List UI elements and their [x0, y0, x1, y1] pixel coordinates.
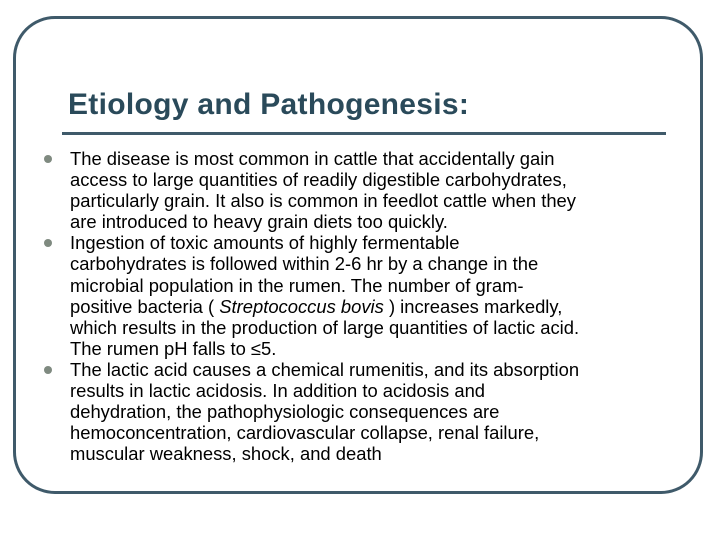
bullet-2-line-4-after: ) increases markedly, — [383, 295, 563, 317]
bullet-2-line-4-before: positive bacteria ( — [70, 295, 220, 317]
species-name: Streptococcus bovis — [219, 295, 384, 317]
bullet-2-line-5: which results in the production of large quantities of lactic acid. — [70, 316, 580, 338]
bullet-2-line-2: carbohydrates is followed within 2-6 hr by a change in the — [70, 253, 539, 275]
bullet-2-line-6: The rumen pH falls to ≤5. — [70, 337, 277, 359]
bullet-item-1 — [44, 148, 684, 232]
bullet-2-line-4 — [70, 296, 684, 317]
bullet-item-2 — [44, 232, 684, 359]
bullet-3-line-4: hemoconcentration, cardiovascular collapse, renal failure, — [70, 422, 540, 444]
bullet-3-line-2: results in lactic acidosis. In addition to acidosis and — [70, 380, 486, 402]
bullet-1-line-3: particularly grain. It also is common in feedlot cattle when they — [70, 190, 576, 212]
bullet-item-3 — [44, 359, 684, 464]
bullet-dot-icon — [44, 366, 52, 374]
bullet-dot-icon — [44, 239, 52, 247]
bullet-2-line-3: microbial population in the rumen. The number of gram- — [70, 274, 524, 296]
title-underline — [62, 132, 666, 135]
bullet-3-line-3: dehydration, the pathophysiologic consequences are — [70, 401, 500, 423]
bullet-3-line-1: The lactic acid causes a chemical rumenitis, and its absorption — [70, 358, 580, 380]
bullet-1-line-4: are introduced to heavy grain diets too quickly. — [70, 211, 448, 233]
slide-title: Etiology and Pathogenesis: — [68, 88, 470, 121]
bullet-3-line-5: muscular weakness, shock, and death — [70, 443, 382, 465]
bullet-1-line-2: access to large quantities of readily digestible carbohydrates, — [70, 169, 567, 191]
bullet-2-line-1: Ingestion of toxic amounts of highly fermentable — [70, 232, 460, 254]
bullet-dot-icon — [44, 155, 52, 163]
bullet-list — [44, 148, 684, 464]
bullet-1-line-1: The disease is most common in cattle that accidentally gain — [70, 148, 555, 169]
